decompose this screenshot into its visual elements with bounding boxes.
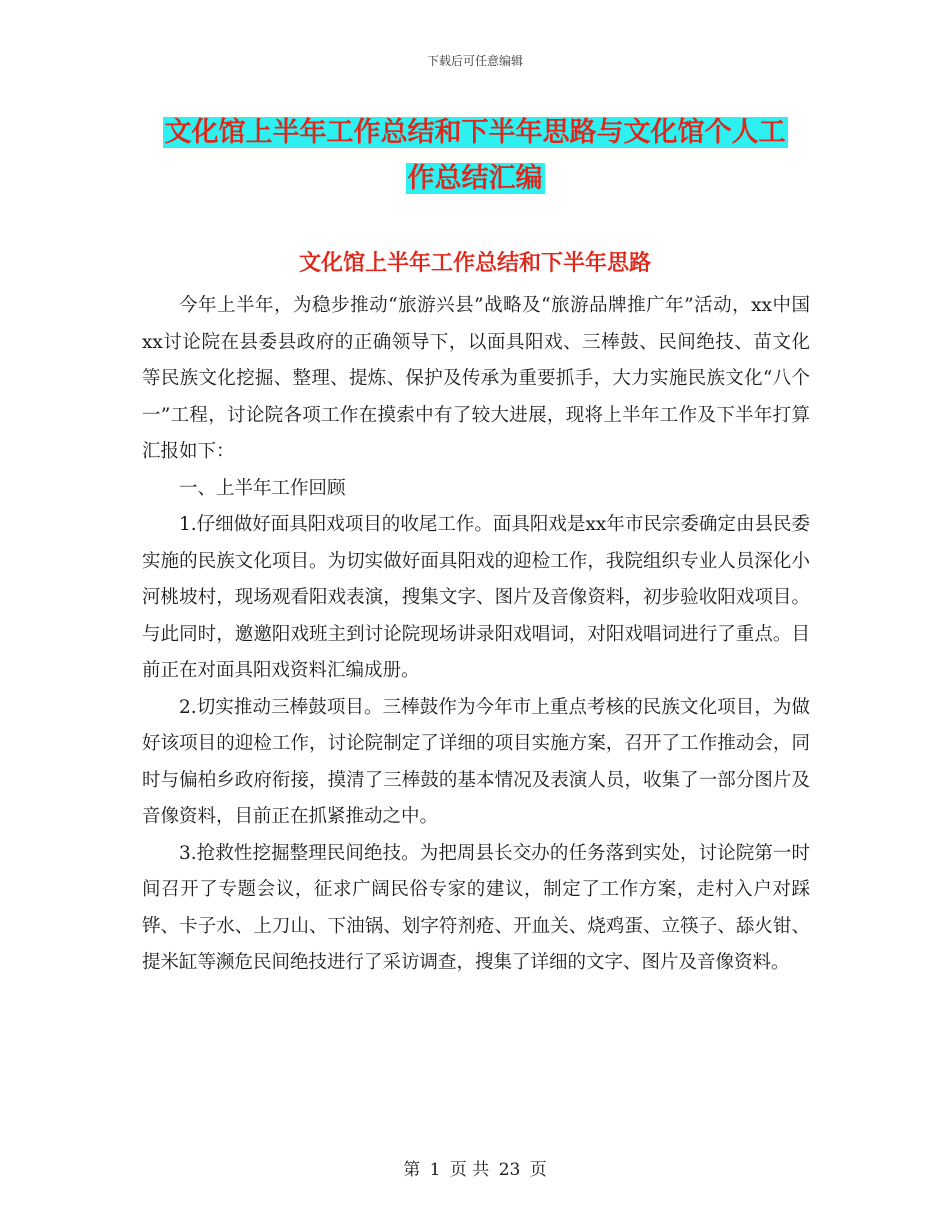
paragraph-item-3: 3.抢救性挖掘整理民间绝技。为把周县长交办的任务落到实处，讨论院第一时间召开了专题会议，征求广阔民俗专家的建议，制定了工作方案，走村入户对踩铧、卡子水、上刀山、下油锅、划字符剂疮、开血关、烧鸡蛋、立筷子、舔火钳、提米缸等濒危民间绝技进行了采访调查，搜集了详细的文字、图片及音像资料。 <box>142 842 810 973</box>
document-title <box>120 110 830 202</box>
footer-page-number: 1 <box>429 1160 441 1180</box>
page-footer <box>0 1155 950 1180</box>
paragraph-intro: 今年上半年，为稳步推动“旅游兴县”战略及“旅游品牌推广年”活动，xx中国xx讨论院在县委县政府的正确领导下，以面具阳戏、三棒鼓、民间绝技、苗文化等民族文化挖掘、整理、提炼、保护及传承为重要抓手，大力实施民族文化“八个一”工程，讨论院各项工作在摸索中有了较大进展，现将上半年工作及下半年打算汇报如下： <box>142 295 810 462</box>
footer-prefix: 第 <box>403 1160 421 1180</box>
footer-suffix: 页 <box>529 1160 547 1180</box>
paragraph-heading-review: 一、上半年工作回顾 <box>179 477 346 499</box>
body-text <box>142 288 810 982</box>
footer-middle: 页 共 <box>449 1160 490 1180</box>
paragraph-item-1: 1.仔细做好面具阳戏项目的收尾工作。面具阳戏是xx年市民宗委确定由县民委实施的民族文化项目。为切实做好面具阳戏的迎检工作，我院组织专业人员深化小河桃坡村，现场观看阳戏表演，搜集文字、图片及音像资料，初步验收阳戏项目。与此同时，邀邀阳戏班主到讨论院现场讲录阳戏唱词，对阳戏唱词进行了重点。目前正在对面具阳戏资料汇编成册。 <box>142 514 810 681</box>
document-title-line-2: 作总结汇编 <box>407 163 543 194</box>
section-title: 文化馆上半年工作总结和下半年思路 <box>298 251 651 276</box>
footer-total-pages: 23 <box>498 1160 521 1180</box>
paragraph-item-2: 2.切实推动三棒鼓项目。三棒鼓作为今年市上重点考核的民族文化项目，为做好该项目的迎检工作，讨论院制定了详细的项目实施方案，召开了工作推动会，同时与偏柏乡政府衔接，摸清了三棒鼓的基本情况及表演人员，收集了一部分图片及音像资料，目前正在抓紧推动之中。 <box>142 696 810 827</box>
document-title-line-1: 文化馆上半年工作总结和下半年思路与文化馆个人工 <box>164 117 786 148</box>
header-note: 下载后可任意编辑 <box>426 54 523 68</box>
